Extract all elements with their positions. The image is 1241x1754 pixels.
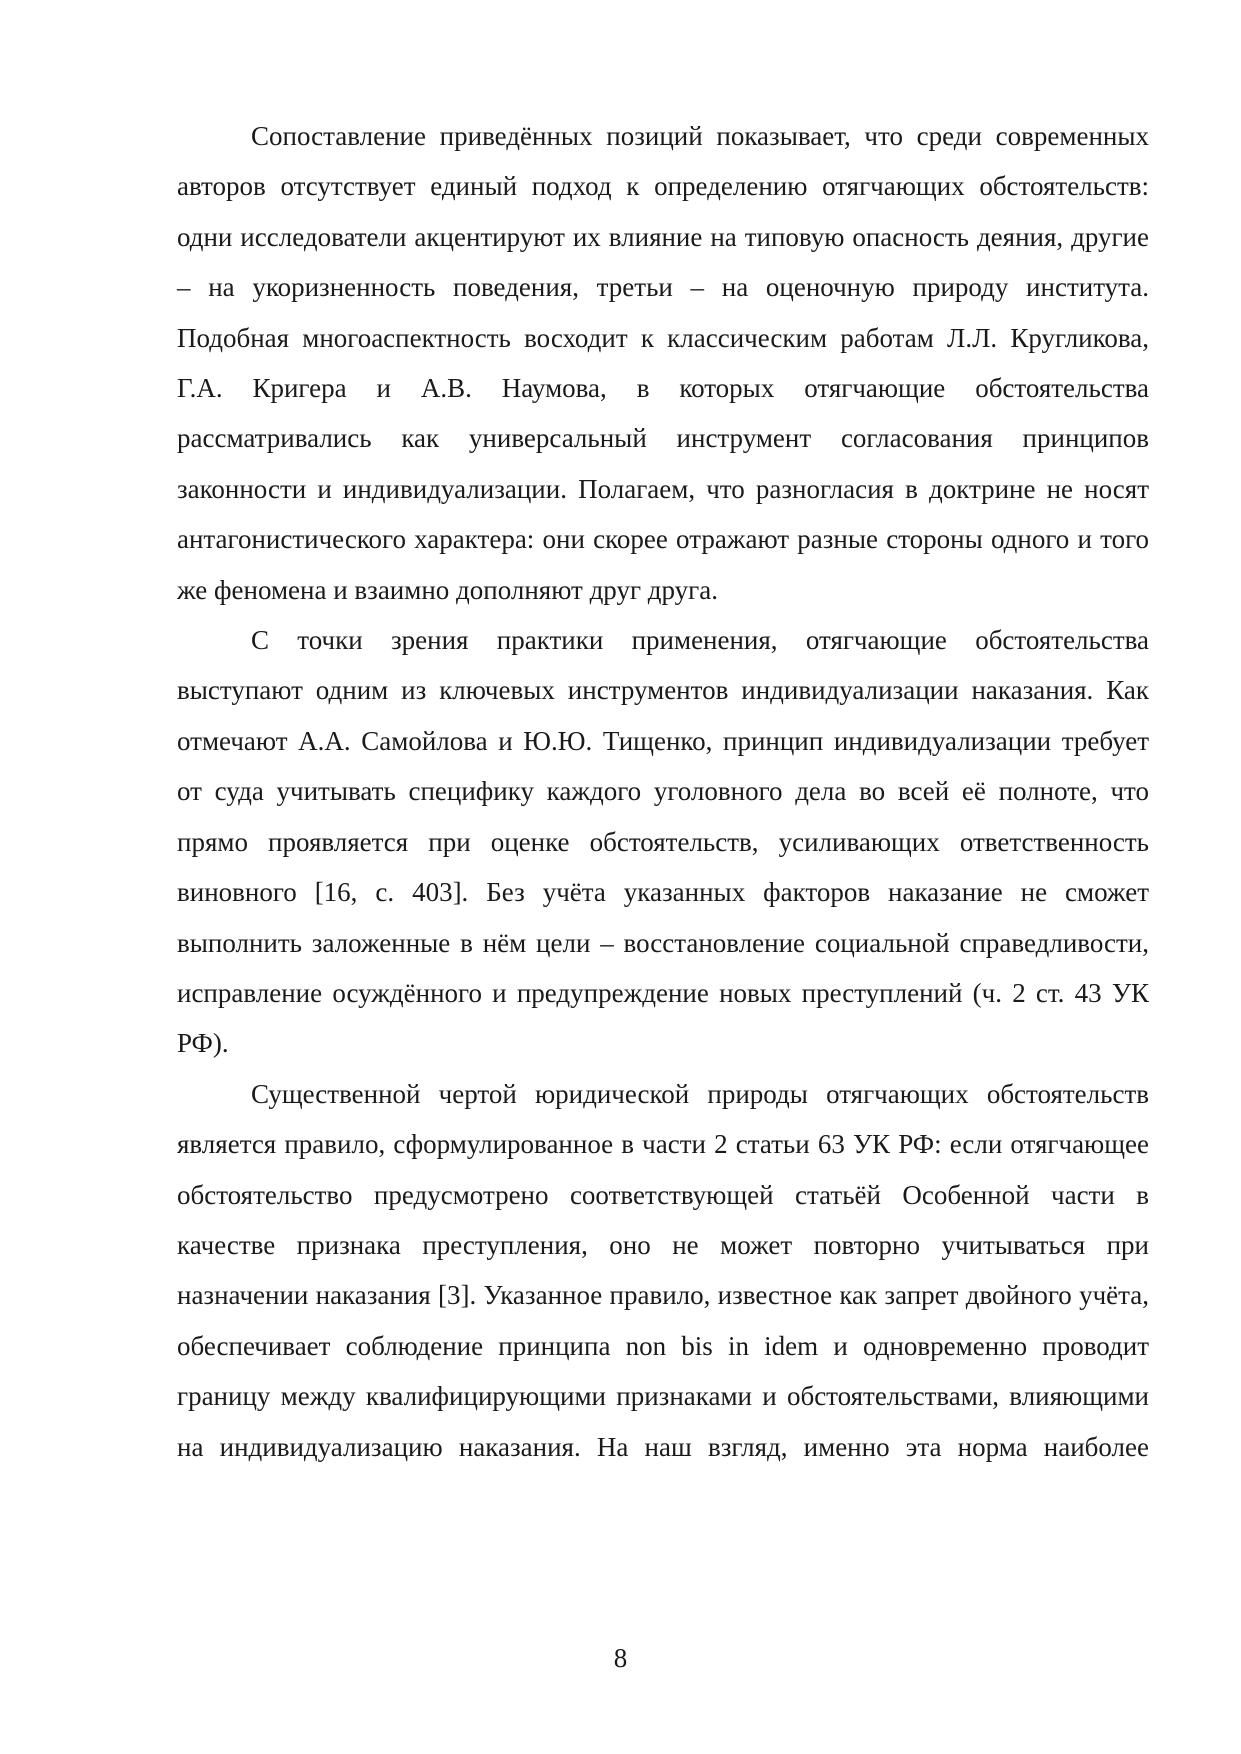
paragraph-1: Сопоставление приведённых позиций показывает, что среди современных авторов отсутствует единый подход к определению отягчающих обстоятельств: одни исследователи акцентируют их влияние на типовую опасность деяния, другие – на укоризненность поведения, третьи – на оценочную природу института. Подобная многоаспектность восходит к классическим работам Л.Л. Кругликова, Г.А. Кригера и А.В. Наумова, в которых отягчающие обстоятельства рассматривались как универсальный инструмент согласования принципов законности и индивидуализации. Полагаем, что разногласия в доктрине не носят антагонистического характера: они скорее отражают разные стороны одного и того же феномена и взаимно дополняют друг друга. [177,121,1149,605]
paragraph-3: Существенной чертой юридической природы отягчающих обстоятельств является правило, сформулированное в части 2 статьи 63 УК РФ: если отягчающее обстоятельство предусмотрено соответствующей статьёй Особенной части в качестве признака преступления, оно не может повторно учитываться при назначении наказания [3]. Указанное правило, известное как запрет двойного учёта, обеспечивает соблюдение принципа non bis in idem и одновременно проводит границу между квалифицирующими признаками и обстоятельствами, влияющими на индивидуализацию наказания. На наш взгляд, именно эта норма наиболее [177,1078,1149,1462]
document-body [177,111,1149,1472]
page-number: 8 [613,1643,628,1673]
paragraph-2: С точки зрения практики применения, отягчающие обстоятельства выступают одним из ключевых инструментов индивидуализации наказания. Как отмечают А.А. Самойлова и Ю.Ю. Тищенко, принцип индивидуализации требует от суда учитывать специфику каждого уголовного дела во всей её полноте, что прямо проявляется при оценке обстоятельств, усиливающих ответственность виновного [16, с. 403]. Без учёта указанных факторов наказание не сможет выполнить заложенные в нём цели – восстановление социальной справедливости, исправление осуждённого и предупреждение новых преступлений (ч. 2 ст. 43 УК РФ). [177,625,1149,1059]
